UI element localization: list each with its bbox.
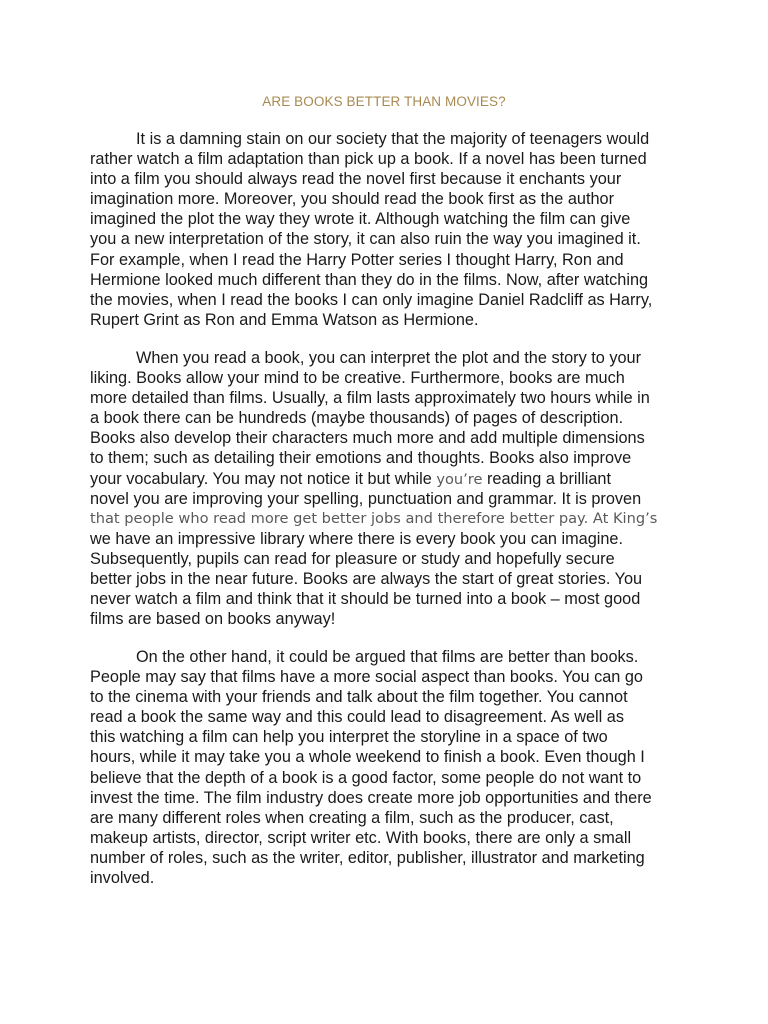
paragraph-line: read a book the same way and this could lead to disagreement. As well as: [90, 708, 624, 727]
paragraph-line: Subsequently, pupils can read for pleasure or study and hopefully secure: [90, 549, 615, 568]
paragraph-line: films are based on books anyway!: [90, 610, 336, 629]
paragraph-line: a book there can be hundreds (maybe thousands) of pages of description.: [90, 409, 624, 428]
paragraph-line: better jobs in the near future. Books are always the start of great stories. You: [90, 570, 643, 589]
paragraph-line: number of roles, such as the writer, editor, publisher, illustrator and marketing: [90, 848, 645, 867]
paragraph-line: hours, while it may take you a whole weekend to finish a book. Even though I: [90, 748, 645, 767]
document-title: ARE BOOKS BETTER THAN MOVIES?: [262, 94, 506, 109]
paragraph-line: imagined the plot the way they wrote it. Although watching the film can give: [90, 210, 631, 229]
paragraph-line: we have an impressive library where there is every book you can imagine.: [90, 529, 624, 548]
paragraph-line: this watching a film can help you interpret the storyline in a space of two: [90, 728, 608, 747]
paragraph-line: makeup artists, director, script writer etc. With books, there are only a small: [90, 828, 632, 847]
paragraph-line: rather watch a film adaptation than pick up a book. If a novel has been turned: [90, 150, 647, 169]
paragraph-line: [90, 469, 686, 489]
paragraph-line: On the other hand, it could be argued that films are better than books.: [136, 648, 639, 666]
paragraph-line: involved.: [90, 869, 155, 888]
paragraph-2: [90, 348, 686, 629]
line-segment: reading a brilliant: [482, 469, 611, 488]
paragraph-line: It is a damning stain on our society that the majority of teenagers would: [136, 130, 650, 148]
paragraph-line: believe that the depth of a book is a good factor, some people do not want to: [90, 768, 642, 787]
paragraph-line: the movies, when I read the books I can only imagine Daniel Radcliff as Harry,: [90, 290, 653, 309]
paragraph-line: into a film you should always read the novel first because it enchants your: [90, 170, 622, 189]
paragraph-line: invest the time. The film industry does create more job opportunities and there: [90, 788, 652, 807]
faint-word: you’re: [436, 470, 483, 488]
paragraph-line: Books also develop their characters much more and add multiple dimensions: [90, 429, 645, 448]
paragraph-line: are many different roles when creating a film, such as the producer, cast,: [90, 808, 614, 827]
paragraph-line: For example, when I read the Harry Potter series I thought Harry, Ron and: [90, 250, 624, 269]
paragraph-line: Hermione looked much different than they do in the films. Now, after watching: [90, 270, 649, 289]
paragraph-line: People may say that films have a more social aspect than books. You can go: [90, 668, 643, 687]
paragraph-line: never watch a film and think that it should be turned into a book – most good: [90, 590, 641, 609]
paragraph-line: to the cinema with your friends and talk about the film together. You cannot: [90, 688, 628, 707]
paragraph-line: liking. Books allow your mind to be creative. Furthermore, books are much: [90, 369, 625, 388]
paragraph-1: [90, 129, 686, 330]
paragraph-line: novel you are improving your spelling, punctuation and grammar. It is proven: [90, 489, 642, 508]
paragraph-line: imagination more. Moreover, you should read the book first as the author: [90, 190, 615, 209]
paragraph-line-faint: that people who read more get better jobs and therefore better pay. At King’s: [90, 509, 658, 527]
paragraph-line: more detailed than films. Usually, a film lasts approximately two hours while in: [90, 389, 650, 408]
paragraph-3: [90, 647, 686, 888]
paragraph-line: you a new interpretation of the story, it can also ruin the way you imagined it.: [90, 230, 641, 249]
paragraph-line: Rupert Grint as Ron and Emma Watson as Hermione.: [90, 310, 479, 329]
paragraph-line: to them; such as detailing their emotions and thoughts. Books also improve: [90, 449, 632, 468]
line-segment: your vocabulary. You may not notice it but while: [90, 469, 437, 488]
paragraph-line: When you read a book, you can interpret the plot and the story to your: [136, 349, 642, 367]
